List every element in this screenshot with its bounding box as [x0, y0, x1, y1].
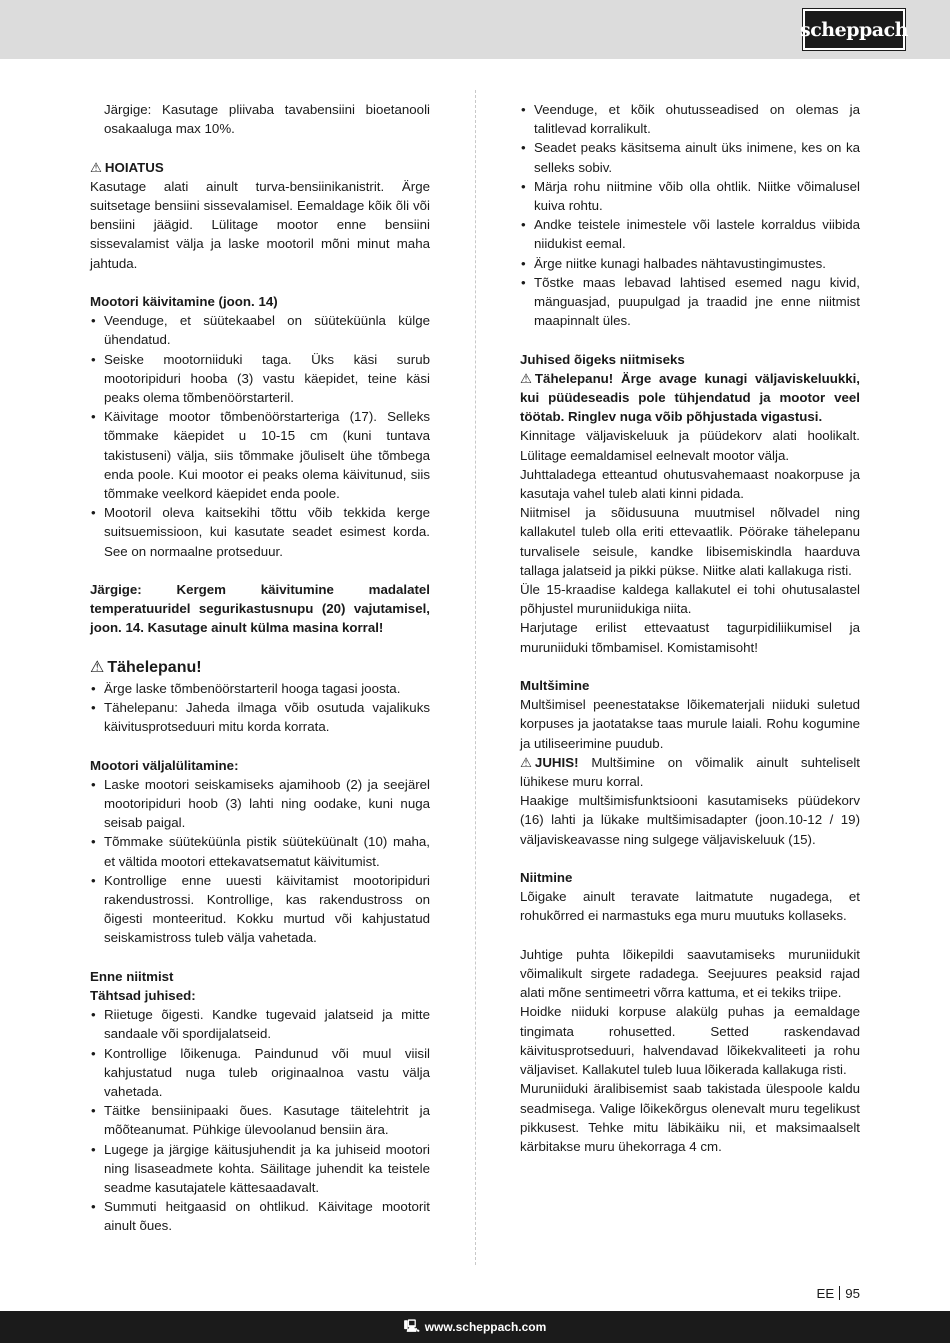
attention-heading: ⚠ Tähelepanu! [90, 657, 430, 679]
list-item: • Seiske mootorniiduki taga. Üks käsi surub mootoripiduri hooba (3) vastu käepidet, teine käsi peaks olema tõmbenöörstarteril. [90, 350, 430, 408]
scheppach-logo: scheppach [803, 9, 905, 50]
list-item: • Summuti heitgaasid on ohtlikud. Käivitage mootorit ainult õues. [90, 1197, 430, 1235]
list-item: • Lugege ja järgige käitusjuhendit ja ka juhiseid mootori ning lisaseadmete kohta. Säilitage juhendit ka teistele seadme kasutajatele kättesaadavalt. [90, 1140, 430, 1198]
page-number: EE 95 [816, 1286, 860, 1301]
list-item: • Veenduge, et kõik ohutusseadised on olemas ja talitlevad korralikult. [520, 100, 860, 138]
proper-mowing-warning: ⚠ Tähelepanu! Ärge avage kunagi väljaviskeluukki, kui püüdeseadis pole tühjendatud ja mootor veel töötab. Ringlev nuga võib põhjustada vigastusi. [520, 370, 860, 425]
list-item: • Riietuge õigesti. Kandke tugevaid jalatseid ja mitte sandaale või spordijalatseid. [90, 1005, 430, 1043]
list-item: • Laske mootori seiskamiseks ajamihoob (2) ja seejärel mootoripiduri hoob (3) lahti ning oodake, kuni nuga seisab paigal. [90, 775, 430, 833]
list-item: • Tõmmake süüteküünla pistik süüteküünalt (10) maha, et vältida mootori ettekavatsematut käivitumist. [90, 832, 430, 870]
list-item: • Kontrollige enne uuesti käivitamist mootoripiduri rakendustrossi. Kontrollige, kas rakendustross on õigesti monteeritud. Kokku murtud või kahjustatud seiskamistross tuleb välja vahetada. [90, 871, 430, 948]
before-mowing-heading: Enne niitmist [90, 968, 174, 984]
safety-list [520, 100, 860, 330]
mulching-paragraph: Haakige multšimisfunktsiooni kasutamiseks püüdekorv (16) lahti ja lükake multšimisadapter (joon.10-12 / 19) väljaviskeavasse ning sulgege väljaviskeluuk (15). [520, 793, 860, 847]
engine-start-heading: Mootori käivitamine (joon. 14) [90, 294, 278, 309]
footer-bar [0, 1311, 950, 1343]
engine-stop-list [90, 775, 430, 948]
mowing-paragraph: Lõigake ainult teravate laitmatute nugadega, et rohukõrred ei narmastuks ega muru muutuks kollaseks. [520, 889, 860, 924]
engine-start-list [90, 311, 430, 561]
list-item: • Andke teistele inimestele või lastele korraldus viibida niidukist eemal. [520, 215, 860, 253]
list-item: • Kontrollige lõikenuga. Paindunud või muul viisil kahjustatud nuga tuleb originaalnoa vastu välja vahetada. [90, 1044, 430, 1102]
warning-triangle-icon: ⚠ [90, 159, 102, 175]
warning-triangle-icon: ⚠ [520, 754, 532, 770]
list-item: • Käivitage mootor tõmbenöörstarteriga (17). Selleks tõmmake käepidet u 10-15 cm (kuni tuntava takistuseni) välja, siis tõmmake jõuliselt ühe tõmbega enda poole. Kui mootor ei peaks olema käivitunud, siis tõmmake veelkord käepidet enda poole. [90, 407, 430, 503]
header-bar [0, 0, 950, 59]
list-item: • Ärge niitke kunagi halbades nähtavustingimustes. [520, 254, 860, 273]
important-instructions-heading: Tähtsad juhised: [90, 988, 196, 1004]
list-item: • Mootoril oleva kaitsekihi tõttu võib tekkida kerge suitsuemissioon, kui kasutate seadet esimest korda. See on normaalne protseduur. [90, 503, 430, 561]
column-divider [475, 90, 476, 1265]
mulching-paragraph: Multšimisel peenestatakse lõikematerjali niiduki suletud korpuses ja jaotatakse taas murule laiali. Rohu kogumine ja utiliseerimine puudub. [520, 697, 860, 751]
mowing-paragraph: Muruniiduki äralibisemist saab takistada ülespoole kaldu seadmisega. Valige lõikekõrgus olenevalt muru tegelikust pikkusest. Tehke mitu läbikäiku nii, et maksimaalselt kärbitakse muru ühekorraga 4 cm. [520, 1081, 860, 1154]
list-item: • Ärge laske tõmbenöörstarteril hooga tagasi joosta. [90, 679, 430, 698]
list-item: • Tähelepanu: Jaheda ilmaga võib osutuda vajalikuks käivitusprotseduuri mitu korda korrata. [90, 698, 430, 736]
paragraph: Niitmisel ja sõidusuuna muutmisel nõlvadel ning kallakutel tuleb olla eriti ettevaatlik. Pöörake tähelepanu turvalisele seisule, kandke libisemiskindla haarduva tallaga jalatseid ja pikki pükse. Niitke alati kallakuga risti. [520, 505, 860, 578]
mulching-note: ⚠ JUHIS! Multšimine on võimalik ainult suhteliselt lühikese muru korral. [520, 754, 860, 790]
left-column [90, 100, 430, 1236]
paragraph: Harjutage erilist ettevaatust tagurpidiliikumisel ja muruniiduki tõmbamisel. Komistamisoht! [520, 620, 860, 655]
before-mowing-list [90, 1005, 430, 1235]
list-item: • Märja rohu niitmine võib olla ohtlik. Niitke võimalusel kuiva rohtu. [520, 177, 860, 215]
fuel-note: Järgige: Kasutage pliivaba tavabensiini bioetanooli osakaaluga max 10%. [104, 102, 430, 137]
list-item: • Tõstke maas lebavad lahtised esemed nagu kivid, mänguasjad, puupulgad ja traadid jne enne niitmist maapinnalt üles. [520, 273, 860, 331]
footer-url[interactable]: www.scheppach.com [424, 1320, 547, 1334]
monitor-icon: 🖳 [403, 1318, 420, 1333]
warning-triangle-icon: ⚠ [520, 370, 532, 386]
proper-mowing-heading: Juhised õigeks niitmiseks [520, 351, 685, 367]
choke-note: Järgige: Kergem käivitumine madalatel temperatuuridel segurikastusnupu (20) vajutamisel, joon. 14. Kasutage ainult külma masina korral! [90, 582, 430, 636]
mowing-paragraph: Juhtige puhta lõikepildi saavutamiseks muruniidukit võimalikult sirgete radadega. Seejuures peaksid rajad alati mõne sentimeetri võrra kattuma, et ei tekiks triipe. [520, 946, 860, 1001]
engine-stop-heading: Mootori väljalülitamine: [90, 757, 239, 773]
paragraph: Üle 15-kraadise kaldega kallakutel ei tohi ohutusalastel põhjustel muruniidukiga niita. [520, 582, 860, 617]
attention-list [90, 679, 430, 737]
right-column [520, 100, 860, 1156]
list-item: • Veenduge, et süütekaabel on süüteküünla külge ühendatud. [90, 311, 430, 349]
mowing-heading: Niitmine [520, 870, 573, 886]
mowing-paragraph: Hoidke niiduki korpuse alakülg puhas ja eemaldage tingimata rohusetted. Setted raskendavad käivitusprotseduuri, halvendavad lõikekvaliteeti ja rohu väljaviset. Kallakutel tuleb luua lõikerada kallakuga risti. [520, 1004, 860, 1078]
warning-text: Kasutage alati ainult turva-bensiinikanistrit. Ärge suitsetage bensiini sissevalamisel. Eemaldage kõik õli või bensiini jäägid. Lülitage mootor enne bensiini sissevalamist välja ja laske mootoril mõni minut maha jahtuda. [90, 178, 430, 271]
separator [839, 1286, 840, 1300]
warning-heading: ⚠ HOIATUS [90, 158, 430, 177]
paragraph: Kinnitage väljaviskeluuk ja püüdekorv alati hoolikalt. Lülitage eemaldamisel eelnevalt mootor välja. [520, 428, 860, 463]
warning-triangle-icon: ⚠ [90, 658, 105, 676]
paragraph: Juhttaladega etteantud ohutusvahemaast noakorpuse ja kasutaja vahel tuleb alati kinni pidada. [520, 466, 860, 502]
list-item: • Täitke bensiinipaaki õues. Kasutage täitelehtrit ja mõõteanumat. Pühkige ülevoolanud bensiin ära. [90, 1101, 430, 1139]
mulching-heading: Multšimine [520, 678, 590, 694]
list-item: • Seadet peaks käsitsema ainult üks inimene, kes on ka selleks sobiv. [520, 138, 860, 176]
